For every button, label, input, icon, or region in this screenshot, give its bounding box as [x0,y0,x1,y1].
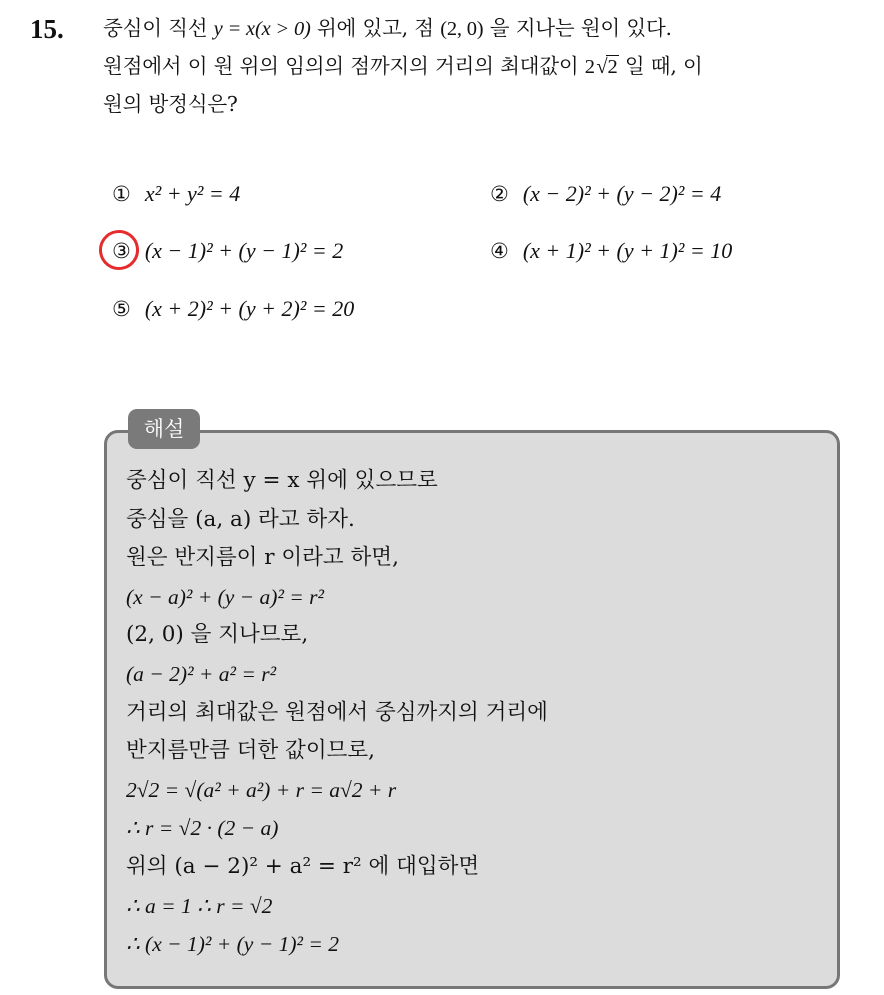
solution-line: (2, 0) 을 지나므로, [126,622,309,648]
solution-line: ∴ (x − 1)² + (y − 1)² = 2 [126,932,339,957]
solution-line: 2√2 = √(a² + a²) + r = a√2 + r [126,777,397,802]
solution-line: ∴ a = 1 ∴ r = √2 [126,893,273,918]
question-line-2: 원점에서 이 원 위의 임의의 점까지의 거리의 최대값이 2 √2 일 때, 이 [103,54,703,78]
question-line-1: 중심이 직선 y = x(x > 0) 위에 있고, 점 (2, 0) 을 지나는 원이 있다. [103,16,672,40]
solution-line: 중심을 (a, a) 라고 하자. [126,506,355,532]
choice-3[interactable]: ③ (x − 1)² + (y − 1)² = 2 [112,238,344,263]
answer-circle-mark [96,227,141,272]
solution-line: 중심이 직선 y = x 위에 있으므로 [126,468,438,493]
question-text [103,10,873,123]
solution-line: (a − 2)² + a² = r² [126,661,277,686]
choice-4[interactable]: ④ (x + 1)² + (y + 1)² = 10 [490,238,733,263]
solution-line: ∴ r = √2 · (2 − a) [126,816,279,841]
choice-5[interactable]: ⑤ (x + 2)² + (y + 2)² = 20 [112,296,355,321]
choice-2[interactable]: ② (x − 2)² + (y − 2)² = 4 [490,181,722,206]
line-equation: y = x(x > 0) [213,18,311,40]
solution-tab: 해설 [128,409,200,449]
question-line-3: 원의 방정식은? [103,92,238,116]
solution-line: (x − a)² + (y − a)² = r² [126,584,324,609]
given-point: (2, 0) [440,18,484,40]
solution-body [126,462,826,964]
solution-line: 위의 (a − 2)² + a² = r² 에 대입하면 [126,853,480,879]
solution-line: 원은 반지름이 r 이라고 하면, [126,545,399,571]
solution-line: 거리의 최대값은 원점에서 중심까지의 거리에 [126,699,548,725]
solution-line: 반지름만큼 더한 값이므로, [126,738,375,764]
choice-1[interactable]: ① x² + y² = 4 [112,181,241,206]
question-number: 15. [30,14,64,44]
